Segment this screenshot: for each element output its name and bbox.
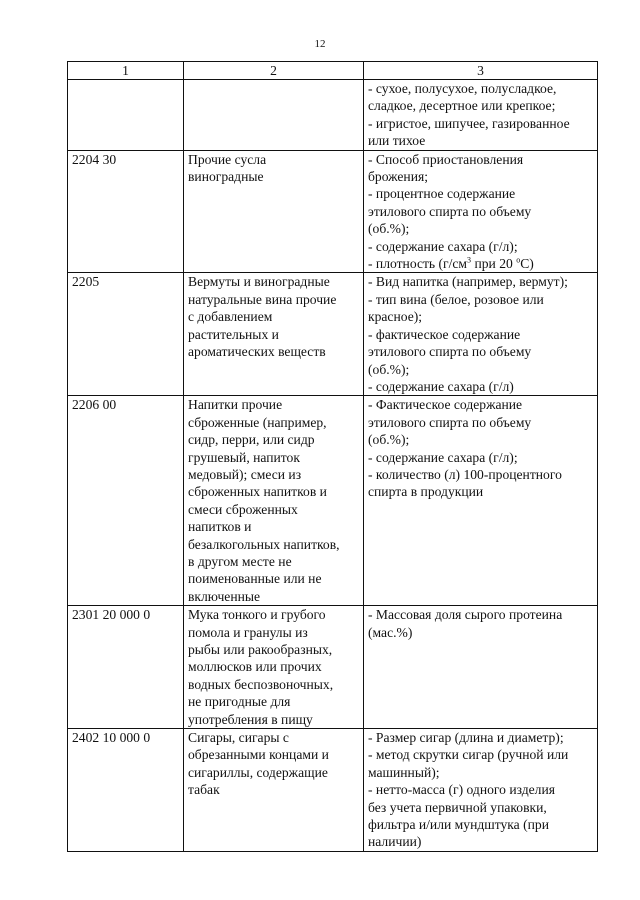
name-cell [184,80,364,151]
attribute-line: машинный); [368,764,440,780]
name-line: включенные [188,588,261,604]
name-line: Вермуты и виноградные [188,274,330,290]
name-line: безалкогольных напитков, [188,536,340,552]
name-line: обрезанными концами и [188,747,329,763]
page-number: 12 [314,38,326,50]
attribute-line: брожения; [368,169,428,185]
name-cell [184,150,364,273]
name-cell [184,729,364,852]
attribute-line: - сухое, полусухое, полусладкое, [368,81,557,96]
name-line: Сигары, сигары с [188,730,289,746]
commodity-table [67,61,598,852]
attribute-line: - нетто-масса (г) одного изделия [368,782,555,798]
name-line: сидр, перри, или сидр [188,432,315,448]
superscript-degree: о [516,255,521,265]
table-row [68,150,598,273]
density-text-start: - плотность (г/см [368,256,468,272]
name-line: сигариллы, содержащие [188,764,328,780]
attributes-cell [364,80,598,151]
attribute-line: спирта в продукции [368,484,484,500]
name-cell [184,396,364,606]
density-text-middle: при 20 [471,256,517,272]
name-line: растительных и [188,326,279,342]
attribute-line: - процентное содержание [368,186,516,202]
attribute-line: - количество (л) 100-процентного [368,466,562,482]
header-col-3: 3 [364,62,598,80]
attribute-line: красное); [368,309,423,325]
attribute-line: этилового спирта по объему [368,344,532,360]
name-line: смеси сброженных [188,501,298,517]
attributes-cell [364,396,598,606]
header-col-2: 2 [184,62,364,80]
attribute-line: - тип вина (белое, розовое или [368,291,544,307]
name-line: моллюсков или прочих [188,659,322,675]
attribute-line: - Вид напитка (например, вермут); [368,274,568,290]
code-cell: 2301 20 000 0 [68,606,184,729]
attributes-cell [364,729,598,852]
code-cell: 2206 00 [68,396,184,606]
attribute-line: фильтра и/или мундштука (при [368,817,549,833]
name-line: табак [188,782,220,798]
table-row [68,80,598,151]
name-line: с добавлением [188,309,273,325]
attribute-line: - Способ приостановления [368,151,524,167]
attribute-line: (мас.%) [368,624,413,640]
name-line: медовый); смеси из [188,466,302,482]
name-line: помола и гранулы из [188,624,308,640]
header-col-1: 1 [68,62,184,80]
name-line: Напитки прочие [188,397,283,413]
attribute-line: - Массовая доля сырого протеина [368,607,563,623]
attribute-line: (об.%); [368,361,410,377]
code-cell: 2205 [68,273,184,396]
attribute-line: сладкое, десертное или крепкое; [368,98,556,114]
attribute-line: (об.%); [368,432,410,448]
table-row [68,606,598,729]
name-line: употребления в пищу [188,711,313,727]
table-header-row [68,62,598,80]
name-line: Прочие сусла [188,151,267,167]
name-cell [184,606,364,729]
name-line: поименованные или не [188,571,322,587]
name-cell [184,273,364,396]
name-line: Мука тонкого и грубого [188,607,326,623]
attribute-line: - метод скрутки сигар (ручной или [368,747,569,763]
attributes-cell [364,150,598,273]
attribute-line: (об.%); [368,221,410,237]
density-line [368,255,593,272]
attribute-line: - содержание сахара (г/л); [368,449,518,465]
attribute-line: этилового спирта по объему [368,414,532,430]
attributes-cell [364,273,598,396]
code-cell [68,80,184,151]
name-line: напитков и [188,519,252,535]
table-row [68,273,598,396]
superscript-cubed: 3 [467,255,472,265]
code-cell: 2204 30 [68,150,184,273]
name-line: в другом месте не [188,553,292,569]
name-line: ароматических веществ [188,344,326,360]
name-line: натуральные вина прочие [188,291,337,307]
attribute-line: - игристое, шипучее, газированное [368,115,570,131]
attribute-line: - содержание сахара (г/л) [368,378,514,394]
name-line: рыбы или ракообразных, [188,642,333,657]
attribute-line: - содержание сахара (г/л); [368,238,518,254]
name-line: сброженные (например, [188,414,327,430]
attribute-line: или тихое [368,133,426,149]
attribute-line: - Размер сигар (длина и диаметр); [368,730,564,746]
name-line: виноградные [188,169,264,185]
code-cell: 2402 10 000 0 [68,729,184,852]
attribute-line: без учета первичной упаковки, [368,799,547,815]
name-line: грушевый, напиток [188,449,300,465]
name-line: водных беспозвоночных, [188,676,334,692]
attribute-line: - Фактическое содержание [368,397,523,413]
density-text-end: С) [520,256,534,272]
attribute-line: - фактическое содержание [368,326,521,342]
name-line: сброженных напитков и [188,484,327,500]
attribute-line: наличии) [368,834,422,850]
table-row [68,396,598,606]
attribute-line: этилового спирта по объему [368,203,532,219]
table-row [68,729,598,852]
attributes-cell [364,606,598,729]
name-line: не пригодные для [188,694,291,710]
